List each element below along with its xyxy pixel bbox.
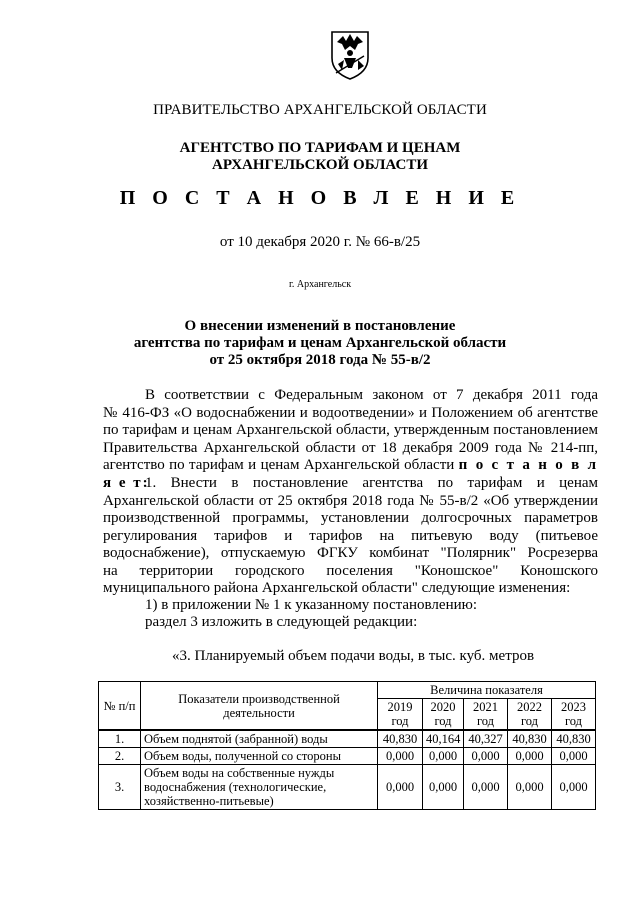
government-name: ПРАВИТЕЛЬСТВО АРХАНГЕЛЬСКОЙ ОБЛАСТИ (153, 102, 487, 118)
row-number: 2. (99, 748, 141, 765)
preamble-line: агентство по тарифам и ценам Архангельской области (103, 457, 455, 473)
item-line: водоснабжение), отпускаемую ФГКУ комбинат "Полярник" Росрезерва (103, 545, 598, 561)
sub-item-section: раздел 3 изложить в следующей редакции: (145, 614, 418, 630)
column-header-value-group: Величина показателя (378, 682, 596, 699)
column-header-year: 2022 год (508, 699, 552, 731)
row-indicator: Объем воды на собственные нужды водоснабжения (технологические, хозяйственно-питьевые) (141, 765, 378, 810)
row-value: 0,000 (552, 748, 596, 765)
row-number: 1. (99, 730, 141, 748)
arkhangelsk-coat-of-arms-icon (328, 28, 372, 80)
decree-subject (0, 318, 640, 369)
row-value: 0,000 (508, 765, 552, 810)
row-value: 0,000 (423, 748, 464, 765)
row-value: 0,000 (378, 748, 423, 765)
row-value: 0,000 (378, 765, 423, 810)
preamble-line: В соответствии с Федеральным законом от 7 декабря 2011 года (145, 387, 598, 403)
water-supply-table (98, 681, 596, 810)
sub-item-1: 1) в приложении № 1 к указанному постановлению: (145, 597, 477, 613)
column-header-year: 2019 год (378, 699, 423, 731)
item-line: на территории городского поселения "Коношское" Коношского (103, 562, 598, 579)
row-number: 3. (99, 765, 141, 810)
row-value: 40,327 (464, 730, 508, 748)
column-header-indicator: Показатели производственной деятельности (141, 682, 378, 731)
row-value: 40,830 (508, 730, 552, 748)
document-type: П О С Т А Н О В Л Е Н И Е (119, 187, 521, 209)
subject-line-1: О внесении изменений в постановление (184, 318, 456, 334)
item-line: производственной программы, установлении долгосрочных параметров (103, 510, 598, 526)
item-line: муниципального района Архангельской области" следующие изменения: (103, 580, 571, 596)
decree-date-number: от 10 декабря 2020 г. № 66-в/25 (219, 234, 421, 250)
section-title: «3. Планируемый объем подачи воды, в тыс. куб. метров (172, 648, 535, 664)
table-row (99, 765, 596, 810)
agency-line-2: АРХАНГЕЛЬСКОЙ ОБЛАСТИ (212, 157, 428, 173)
row-value: 0,000 (423, 765, 464, 810)
row-indicator: Объем воды, полученной со стороны (141, 748, 378, 765)
column-header-year: 2021 год (464, 699, 508, 731)
column-header-number: № п/п (99, 682, 141, 731)
preamble-line: № 416-ФЗ «О водоснабжении и водоотведении» и Положением об агентстве (103, 404, 598, 421)
row-value: 0,000 (508, 748, 552, 765)
city-name: г. Архангельск (288, 279, 352, 290)
row-value: 40,830 (552, 730, 596, 748)
subject-line-2: агентства по тарифам и ценам Архангельской области (133, 335, 507, 351)
item-1-paragraph (103, 475, 598, 598)
preamble-line: Правительства Архангельской области от 18 декабря 2009 года № 214-пп, (103, 439, 598, 456)
column-header-year: 2023 год (552, 699, 596, 731)
column-header-year: 2020 год (423, 699, 464, 731)
row-value: 0,000 (464, 765, 508, 810)
row-value: 0,000 (464, 748, 508, 765)
decides-word: п о с т а н о в л я е т: (103, 457, 598, 491)
agency-name (0, 140, 640, 174)
preamble-line: по тарифам и ценам Архангельской области, утвержденным постановлением (103, 422, 598, 438)
subject-line-3: от 25 октября 2018 года № 55-в/2 (209, 352, 431, 368)
item-line: регулирования тарифов и тарифов на питьевую воду (питьевое (103, 527, 598, 544)
item-line: 1. Внести в постановление агентства по тарифам и ценам (145, 475, 598, 491)
row-indicator: Объем поднятой (забранной) воды (141, 730, 378, 748)
table-row (99, 748, 596, 765)
item-line: Архангельской области от 25 октября 2018 года № 55-в/2 «Об утверждении (103, 492, 598, 509)
agency-line-1: АГЕНТСТВО ПО ТАРИФАМ И ЦЕНАМ (179, 140, 461, 156)
row-value: 40,164 (423, 730, 464, 748)
row-value: 40,830 (378, 730, 423, 748)
row-value: 0,000 (552, 765, 596, 810)
table-row (99, 730, 596, 748)
